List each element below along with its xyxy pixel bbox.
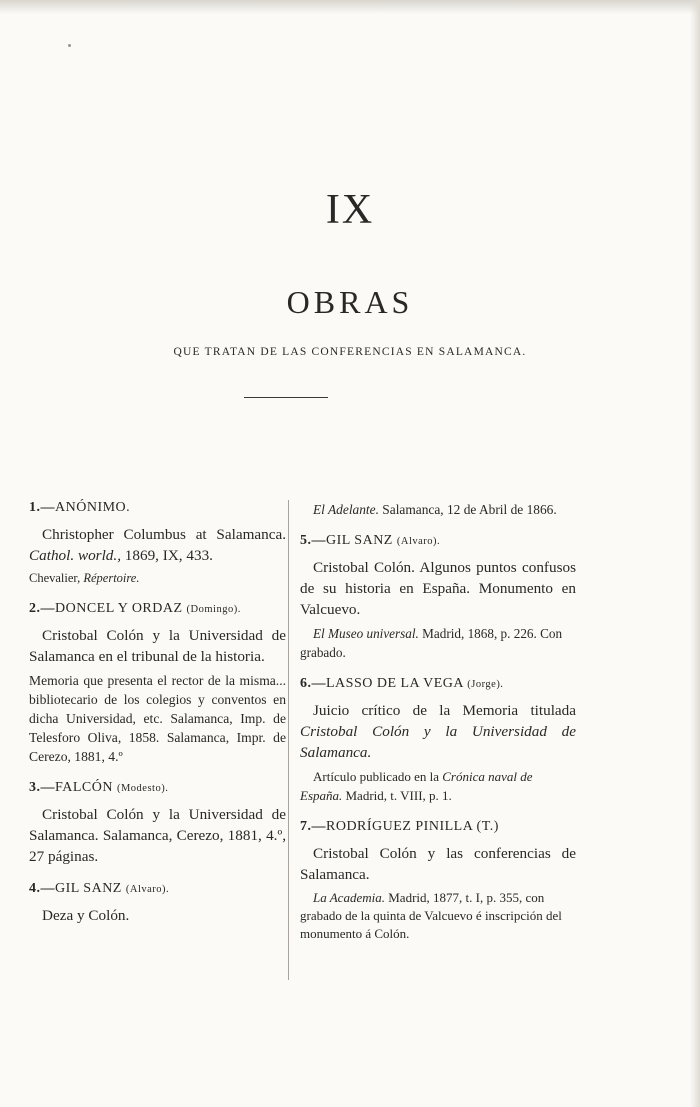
page-edge-shadow xyxy=(0,0,700,14)
entry-heading xyxy=(300,819,576,835)
note-author: Chevalier, xyxy=(29,571,84,585)
column-divider xyxy=(288,500,289,980)
page-edge-shadow-right xyxy=(690,0,700,1107)
right-column xyxy=(300,500,576,957)
entry-author: DONCEL Y ORDAZ xyxy=(55,601,187,616)
entry-number: 6.— xyxy=(300,676,326,691)
note-details: Madrid, t. VIII, p. 1. xyxy=(342,788,452,803)
entry-7 xyxy=(300,819,576,943)
entry-title: Cristobal Colón. Algunos puntos confusos de su historia en España. Monumento en Valcuevo. xyxy=(300,559,576,618)
entry-4 xyxy=(29,881,286,926)
entry-number: 5.— xyxy=(300,533,326,548)
entry-note xyxy=(300,767,576,805)
entry-title-citation: 1869, IX, 433. xyxy=(121,547,213,564)
entry-title: Deza y Colón. xyxy=(42,907,130,924)
entry-number: 2.— xyxy=(29,601,55,616)
entry-title-text: Christopher Columbus at Salamanca. xyxy=(42,526,286,543)
entry-title xyxy=(300,700,576,763)
source-journal: El Museo universal. xyxy=(313,626,419,641)
entry-number: 3.— xyxy=(29,780,55,795)
entry-4-continued xyxy=(300,500,576,519)
source-journal: La Academia. xyxy=(313,890,385,905)
entry-heading xyxy=(29,881,286,897)
entry-author: LASSO DE LA VEGA xyxy=(326,676,468,691)
left-column xyxy=(29,500,286,940)
note-text: Artículo publicado en la xyxy=(313,769,443,784)
entry-heading xyxy=(29,500,286,516)
entry-number: 1.— xyxy=(29,500,55,515)
entry-title: Cristobal Colón y la Universidad de Salamanca. Salamanca, Cerezo, 1881, 4.º, 27 páginas. xyxy=(29,806,286,865)
entry-number: 4.— xyxy=(29,881,55,896)
entry-title: Cristobal Colón y la Universidad de Salamanca en el tribunal de la historia. xyxy=(29,627,286,665)
entry-heading xyxy=(300,533,576,549)
entry-given-name: (Domingo). xyxy=(186,604,241,615)
source-details: Madrid, 1877, t. I, p. 355, con grabado de la quinta de Valcuevo é inscripción del monumento á Colón. xyxy=(300,890,562,941)
source-details: Madrid, 1868, p. 226. Con grabado. xyxy=(300,626,563,660)
entry-author: FALCÓN xyxy=(55,780,117,795)
entry-description: Memoria que presenta el rector de la misma... bibliotecario de los colegios y conventos en dicha Universidad, etc. Salamanca, Imp. de Telesforo Oliva, 1858. Salamanca, Impr. de Cerezo, 1881, 4.º xyxy=(29,673,286,764)
entry-title-journal: Cathol. world., xyxy=(29,547,121,564)
entry-note xyxy=(29,570,286,587)
entry-given-name: (Jorge). xyxy=(467,679,504,690)
entry-source xyxy=(300,889,576,943)
section-subtitle: QUE TRATAN DE LAS CONFERENCIAS EN SALAMANCA. xyxy=(173,346,527,358)
section-number: IX xyxy=(325,187,375,233)
entry-title-text: Juicio crítico de la Memoria titulada xyxy=(313,702,576,719)
note-work: Répertoire. xyxy=(83,571,140,585)
title-rule xyxy=(244,397,328,398)
entry-heading xyxy=(300,676,576,692)
ink-speck xyxy=(68,44,71,47)
entry-title xyxy=(29,524,286,566)
section-title: OBRAS xyxy=(286,284,414,320)
entry-author: GIL SANZ xyxy=(55,881,126,896)
entry-title-work: Cristobal Colón y la Universidad de Salamanca. xyxy=(300,723,576,761)
entry-given-name: (Alvaro). xyxy=(125,884,170,895)
source-details: Salamanca, 12 de Abril de 1866. xyxy=(378,502,557,517)
entry-source xyxy=(300,624,576,662)
entry-given-name: (Alvaro). xyxy=(396,536,441,547)
entry-2 xyxy=(29,601,286,766)
entry-title: Cristobal Colón y las conferencias de Salamanca. xyxy=(300,845,576,883)
entry-5 xyxy=(300,533,576,662)
entry-6 xyxy=(300,676,576,805)
entry-source xyxy=(300,500,576,519)
entry-number: 7.— xyxy=(300,819,326,834)
entry-author: RODRÍGUEZ PINILLA (T.) xyxy=(326,819,499,834)
entry-1 xyxy=(29,500,286,587)
entry-author: GIL SANZ xyxy=(326,533,397,548)
entry-given-name: (Modesto). xyxy=(116,783,169,794)
entry-author: ANÓNIMO. xyxy=(55,500,131,515)
entry-heading xyxy=(29,780,286,796)
entry-heading xyxy=(29,601,286,617)
entry-3 xyxy=(29,780,286,867)
note-journal: Crónica naval de España. xyxy=(300,769,533,803)
source-journal: El Adelante. xyxy=(313,502,379,517)
